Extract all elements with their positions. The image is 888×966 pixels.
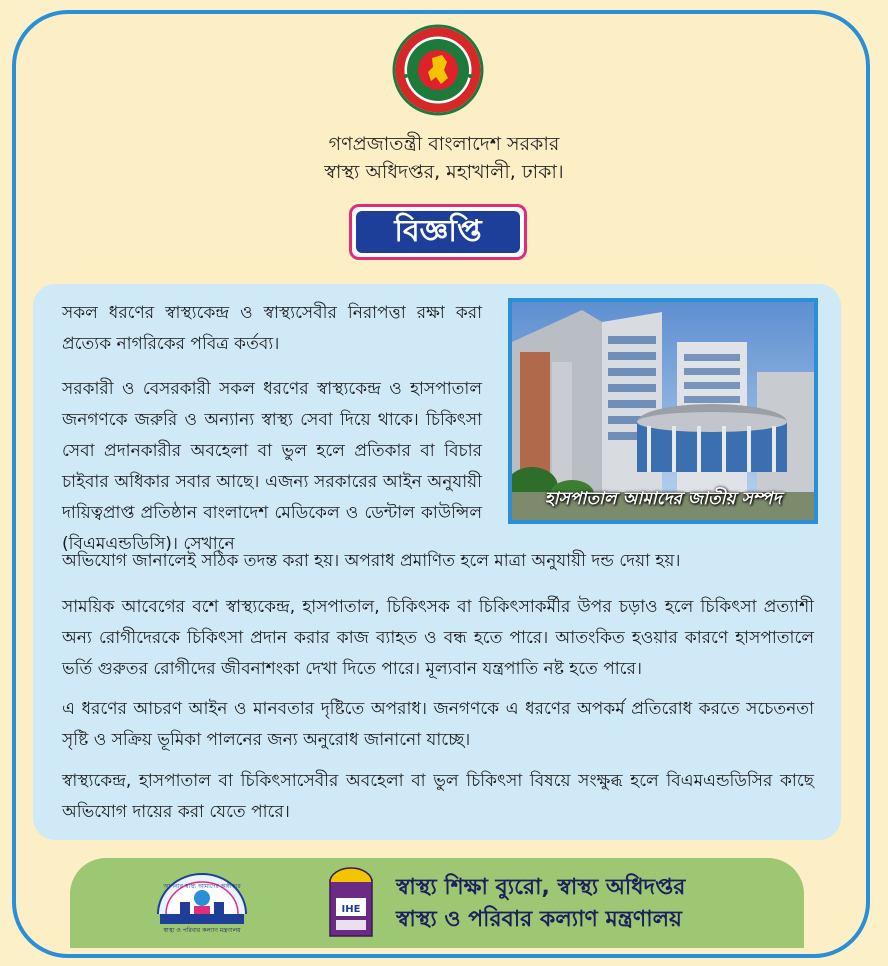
notice-title: বিজ্ঞপ্তি — [356, 211, 520, 253]
ministry-slogan-logo — [150, 868, 254, 934]
header-government: গণপ্রজাতন্ত্রী বাংলাদেশ সরকার — [328, 133, 560, 155]
photo-caption: হাসপাতাল আমাদের জাতীয় সম্পদ — [544, 489, 782, 509]
left-logo-bottom-text: স্বাস্থ্য ও পরিবার কল্যাণ মন্ত্রণালয় — [163, 927, 241, 934]
header-department: স্বাস্থ্য অধিদপ্তর, মহাখালী, ঢাকা। — [324, 161, 564, 183]
ihe-bureau-logo — [328, 866, 374, 938]
hospital-photo — [508, 298, 818, 524]
paragraph-4: এ ধরণের আচরণ আইন ও মানবতার দৃষ্টিতে অপরাধ। জনগণকে এ ধরণের অপকর্ম প্রতিরোধ করতে সচেতনতা সৃষ্টি ও সক্রিয় ভূমিকা পালনের জন্য অনুরোধ জানানো যাচ্ছে। — [62, 699, 814, 750]
footer-ministry-name: স্বাস্থ্য ও পরিবার কল্যাণ মন্ত্রণালয় — [396, 907, 682, 932]
government-seal-logo — [392, 24, 484, 116]
footer-bureau-name: স্বাস্থ্য শিক্ষা ব্যুরো, স্বাস্থ্য অধিদপ্তর — [396, 875, 686, 900]
ihe-logo-text: IHE — [341, 904, 361, 915]
paragraph-1: সকল ধরণের স্বাস্থ্যকেন্দ্র ও স্বাস্থ্যসেবীর নিরাপত্তা রক্ষা করা প্রত্যেক নাগরিকের পবিত্র কর্তব্য। — [62, 303, 482, 354]
paragraph-5: স্বাস্থ্যকেন্দ্র, হাসপাতাল বা চিকিৎসাসেবীর অবহেলা বা ভুল চিকিৎসা বিষয়ে সংক্ষুব্ধ হলে বিএমএন্ডডিসির কাছে অভিযোগ দায়ের করা যেতে পারে। — [62, 771, 814, 822]
paragraph-3: সাময়িক আবেগের বশে স্বাস্থ্যকেন্দ্র, হাসপাতাল, চিকিৎসক বা চিকিৎসাকর্মীর উপর চড়াও হলে চিকিৎসা প্রত্যাশী অন্য রোগীদেরকে চিকিৎসা প্রদান করার কাজ ব্যাহত ও বন্ধ হতে পারে। আতংকিত হওয়ার কারণে হাসপাতালে ভর্তি গুরুতর রোগীদের জীবনাশংকা দেখা দিতে পারে। মূল্যবান যন্ত্রপাতি নষ্ট হতে পারে। — [62, 597, 814, 679]
paragraph-2-tail: অভিযোগ জানালেই সঠিক তদন্ত করা হয়। অপরাধ প্রমাণিত হলে মাত্রা অনুযায়ী দন্ড দেয়া হয়। — [62, 551, 681, 571]
left-logo-arc-text: আপনার স্বাস্থ্য আমাদের অঙ্গীকার — [163, 883, 241, 890]
notice-badge — [349, 204, 527, 260]
paragraph-2: সরকারী ও বেসরকারী সকল ধরণের স্বাস্থ্যকেন্দ্র ও হাসপাতাল জনগণকে জরুরি ও অন্যান্য স্বাস্থ্য সেবা দিয়ে থাকে। চিকিৎসা সেবা প্রদানকারীর অবহেলা বা ভুল হলে প্রতিকার বা বিচার চাইবার অধিকার সবার আছে। এজন্য সরকারের আইন অনুযায়ী দায়িত্বপ্রাপ্ত প্রতিষ্ঠান বাংলাদেশ মেডিকেল ও ডেন্টাল কাউন্সিল (বিএমএন্ডডিসি)। সেখানে — [62, 379, 482, 554]
